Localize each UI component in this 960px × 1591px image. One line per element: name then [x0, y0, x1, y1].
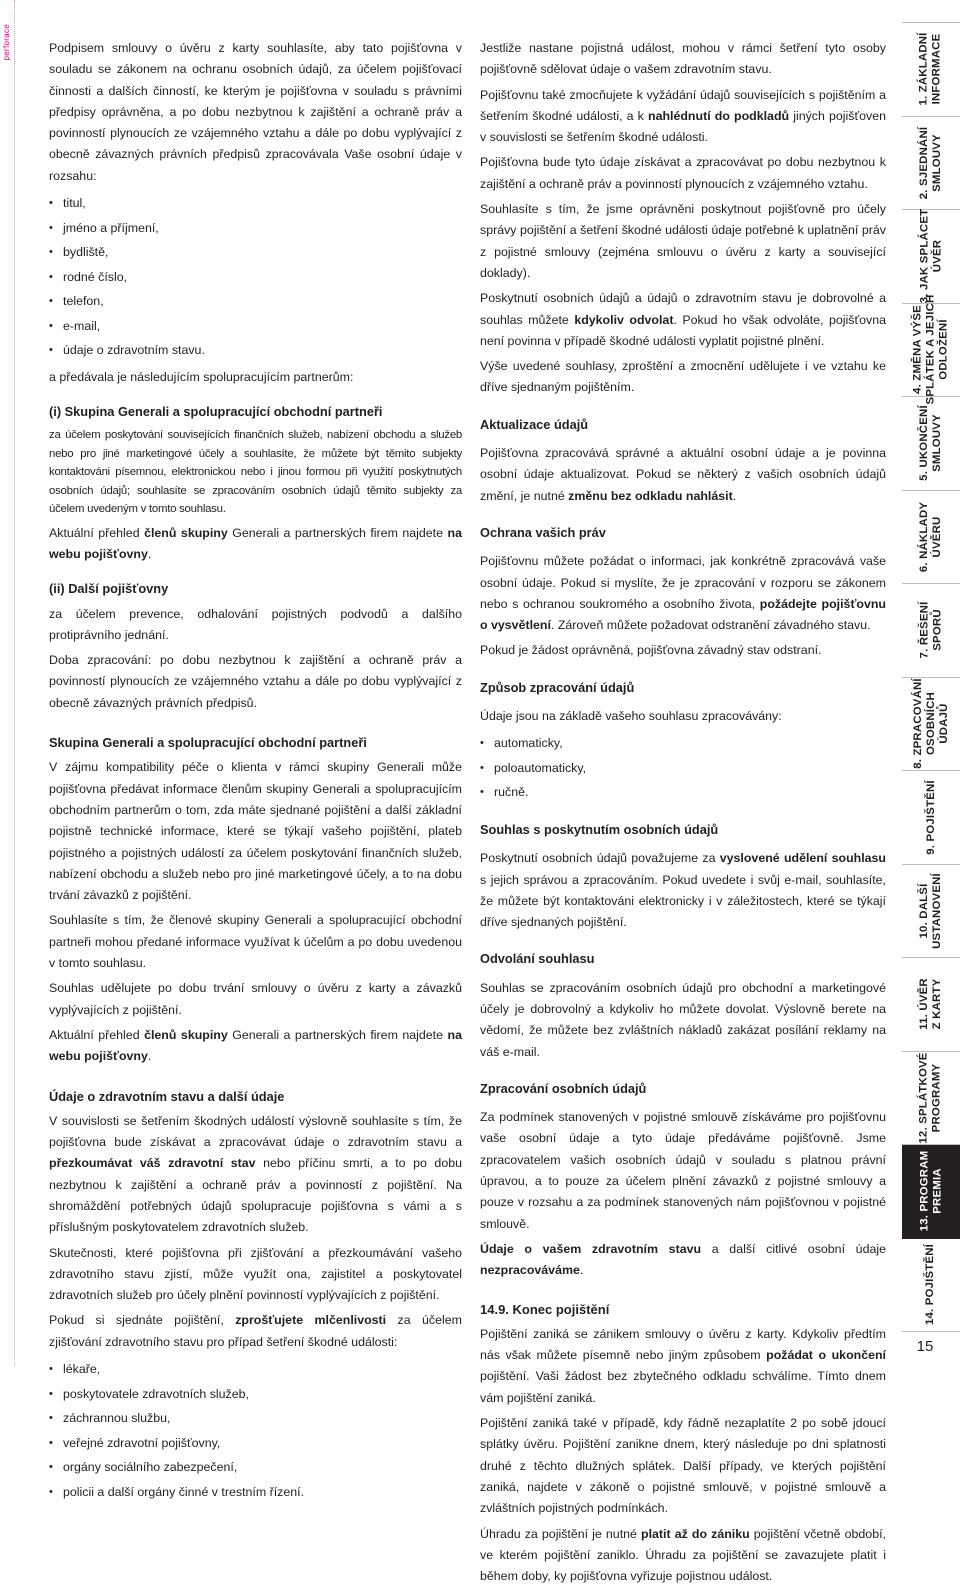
end-paragraph-3: Úhradu za pojištění je nutné platit až do zániku pojištění včetně období, ve kterém pojištění zaniklo. Úhradu za pojištění se zavazujete platit i během doby, ky pojišťovna vyřizuje pojistnou událost. [480, 1526, 886, 1584]
tab-card-credit[interactable] [902, 958, 960, 1052]
right-paragraph-3: Pojišťovna bude tyto údaje získávat a zpracovávat po dobu nezbytnou k zajištění a ochraně práv a povinností plynoucích z vzájemného vztahu. [480, 155, 886, 191]
tab-installment-programs[interactable] [902, 1052, 960, 1146]
left-column [49, 38, 462, 1508]
tab-installment-change[interactable] [902, 294, 960, 405]
list-item: • poskytovatele zdravotních služeb, [49, 1382, 462, 1407]
tab-label: 2. SJEDNÁNÍ SMLOUVY [918, 126, 943, 199]
right-paragraph-1: Jestliže nastane pojistná událost, mohou v rámci šetření tyto osoby pojišťovně sdělovat údaje o vašem zdravotním stavu. [480, 41, 886, 77]
method-heading: Způsob zpracování údajů [480, 679, 635, 695]
consent-heading: Souhlas s poskytnutím osobních údajů [480, 821, 719, 837]
right-column [480, 38, 886, 1591]
tab-basic-info[interactable] [902, 22, 960, 117]
tab-label: 14. POJIŠTĚNÍ [924, 1244, 937, 1326]
list-item: • titul, [49, 191, 462, 216]
tab-contract-conclusion[interactable] [902, 117, 960, 211]
health-paragraph-3: Pokud si sjednáte pojištění, zprošťujete mlčenlivosti za účelem zjišťování zdravotního stavu pro případ šetření škodné události: [49, 1313, 462, 1349]
section-14-9-heading: 14.9. Konec pojištění [480, 1301, 610, 1317]
tab-label: 3. JAK SPLÁCET ÚVĚR [918, 208, 944, 304]
list-item: • záchrannou službu, [49, 1406, 462, 1431]
scope-list [49, 191, 462, 363]
tab-insurance-9[interactable] [902, 771, 960, 865]
list-item: • rodné číslo, [49, 265, 462, 290]
tab-disputes[interactable] [902, 584, 960, 678]
list-item: • orgány sociálního zabezpečení, [49, 1455, 462, 1480]
group-paragraph: V zájmu kompatibility péče o klienta v rámci skupiny Generali může pojišťovna předávat informace členům skupiny Generali a spolupracujícím obchodním partnerům o tom, zda máte sjednané pojištění a další základní pojistně technické informace, které se týkají vašeho pojištění, plateb pojistného a pojistných událostí za účelem poskytování finančních služeb, nabízení obchodu a služeb nebo pro jiné marketingové účely, a to na dobu trvání závazků z pojištění. [49, 760, 462, 903]
list-item: • e-mail, [49, 314, 462, 339]
tab-label: 1. ZÁKLADNÍ INFORMACE [918, 32, 944, 106]
tab-label: 9. POJIŠTĚNÍ [924, 779, 937, 855]
processing-paragraph: Za podmínek stanovených v pojistné smlouvě získáváme pro pojišťovnu vaše osobní údaje a tyto údaje předáváme pojišťovně. Jsme zpracovatelem vašich osobních údajů v souladu s platnou právní úpravou, a to pouze za účelem plnění závazků z pojistné smlouvy a pouze v rozsahu a za podmínek stanovených nám pojišťovnou v pojistné smlouvě. [480, 1110, 886, 1231]
health-paragraph-1: V souvislosti se šetřením škodných událostí výslovně souhlasíte s tím, že pojišťovna bude získávat a zpracovávat údaje o zdravotním stavu a přezkoumávat váš zdravotní stav nebo příčinu smrti, a to po dobu nezbytnou k zajištění a ochraně práv a povinností z pojištění. Na shromáždění potřebných údajů spolupracuje pojišťovna s vámi a s příslušným poskytovatelem zdravotních služeb. [49, 1113, 462, 1235]
list-item: • lékaře, [49, 1357, 462, 1382]
partner1-paragraph: za účelem poskytování souvisejících finančních služeb, nabízení obchodu a služeb nebo pro jiné marketingové účely a souhlasíte, že můžete být těmito subjekty kontaktováni písemnou, elektronickou nebo i jinou formou při využití poskytnutých osobních údajů; souhlasíte se zpracováním osobních údajů těmito subjekty za účelem uvedeným v tomto souhlasu. [49, 429, 462, 516]
chapter-sidebar [902, 22, 960, 1332]
end-paragraph-2: Pojištění zaniká také v případě, kdy řádně nezaplatíte 2 po sobě jdoucí splátky úvěru. Pojištění zanikne dnem, který následuje po dni splatnosti druhé z těchto dlužných splátek. Další případy, ve kterých pojištění zaniká, najdete v zákoně o pojistné smlouvě, v pojistné smlouvě a zvláštních pojistných podmínkách. [480, 1416, 886, 1516]
group-duration-paragraph: Souhlas udělujete po dobu trvání smlouvy o úvěru z karty a závazků vyplývajících z pojištění. [49, 981, 462, 1017]
processing-heading: Zpracování osobních údajů [480, 1080, 647, 1096]
tab-repayment[interactable] [902, 210, 960, 304]
right-paragraph-5: Poskytnutí osobních údajů a údajů o zdravotním stavu je dobrovolné a souhlas můžete kdykoliv odvolat. Pokud ho však odvoláte, pojišťovna není povinna v případě škodné události vyplatit pojistné plnění. [480, 291, 886, 348]
processing-note: Údaje o vašem zdravotním stavu a další citlivé osobní údaje nezpracováváme. [480, 1241, 887, 1278]
health-paragraph-2: Skutečnosti, které pojišťovna při zjišťování a přezkoumávání vašeho zdravotního stavu zjistí, může využít ona, zajistitel a poskytovatel zdravotních služeb pro účely plnění povinností vyplývajících z pojištění. [49, 1245, 462, 1303]
update-paragraph: Pojišťovna zpracovává správné a aktuální osobní údaje a je povinna osobní údaje aktualizovat. Pokud se některý z vašich osobních údajů změní, je nutné změnu bez odkladu nahlásit. [480, 446, 886, 503]
perforation-line [14, 0, 15, 1366]
page-number: 15 [916, 1338, 934, 1355]
list-item: • poloautomaticky, [480, 756, 886, 780]
partner2-heading: (ii) Další pojišťovny [49, 581, 169, 597]
tab-label: 8. ZPRACOVÁNÍ OSOBNÍCH ÚDAJŮ [911, 678, 950, 770]
perforation-label: perforace [2, 24, 11, 61]
right-paragraph-4: Souhlasíte s tím, že jsme oprávněni poskytnout pojišťovně pro účely správy pojištění a šetření škodné události údaje potřebné k uplatnění práv z pojistné smlouvy (zejména smlouvu o úvěru z karty a související doklady). [480, 202, 886, 280]
right-paragraph-6: Výše uvedené souhlasy, zproštění a zmocnění udělujete i ve vztahu ke dříve sjednaným pojištěním. [480, 359, 886, 395]
protect-heading: Ochrana vašich práv [480, 524, 606, 540]
tab-label: 5. UKONČENÍ SMLOUVY [918, 405, 943, 482]
list-item: • ručně. [480, 780, 886, 804]
revoke-paragraph: Souhlas se zpracováním osobních údajů pro obchodní a marketingové účely je dobrovolný a kdykoliv ho můžete dovolat. Výslovně berete na vědomí, že můžete bez zvláštních nákladů zakázat posílání reklamy na váš e-mail. [480, 980, 886, 1059]
tab-label: 12. SPLÁTKOVÉ PROGRAMY [918, 1052, 943, 1144]
update-heading: Aktualizace údajů [480, 416, 589, 432]
processing-period-paragraph: Doba zpracování: po dobu nezbytnou k zajištění a ochraně práv a povinností plynoucích ze vzájemného vztahu a dále po dobu vyplývající z obecně závazných právních předpisů. [49, 653, 462, 710]
tab-label: 13. PROGRAM PREMIA [918, 1150, 943, 1232]
list-item: • údaje o zdravotním stavu. [49, 338, 462, 363]
method-paragraph: Údaje jsou na základě vašeho souhlasu zpracovávány: [480, 709, 782, 724]
protect-paragraph-1: Pojišťovnu můžete požádat o informaci, jak konkrétně zpracovává vaše osobní údaje. Pokud si myslíte, že je zpracování v rozporu se zákonem nebo s ochranou soukromého a osobního života, požádejte pojišťovnu o vysvětlení. Zároveň můžete požadovat odstranění závadného stavu. [480, 554, 886, 633]
list-item: • automaticky, [480, 731, 886, 755]
tab-premia-program[interactable] [902, 1145, 960, 1239]
method-list [480, 731, 886, 804]
health-heading: Údaje o zdravotním stavu a další údaje [49, 1088, 285, 1104]
tab-label: 11. ÚVĚR Z KARTY [918, 978, 943, 1031]
tab-other-provisions[interactable] [902, 865, 960, 959]
tab-insurance-14[interactable] [902, 1239, 960, 1333]
tab-personal-data[interactable] [902, 678, 960, 772]
intro-paragraph: Podpisem smlouvy o úvěru z karty souhlasíte, aby tato pojišťovna v souladu se zákonem na ochranu osobních údajů, za účelem pojišťovací činnosti a dalších činností, ke kterým je pojišťovna v souladu s právními předpisy oprávněna, a po dobu nezbytnou k zajištění a ochraně práv a povinností plynoucích ze vzájemného vztahu a dále po dobu vyplývající z obecně závazných právních předpisů zpracovávala Vaše osobní údaje v rozsahu: [49, 41, 462, 183]
list-item: • jméno a příjmení, [49, 216, 462, 241]
consent-paragraph: Poskytnutí osobních údajů považujeme za vyslovené udělení souhlasu s jejich správou a zpracováním. Pokud uvedete i svůj e-mail, souhlasíte, že můžete být kontaktováni elektronicky i v záležitostech, které se týkají dříve sjednaných pojištění. [480, 851, 886, 930]
overview2-paragraph: Aktuální přehled členů skupiny Generali a partnerských firem najdete na webu pojišťovny. [49, 1027, 462, 1064]
group-heading: Skupina Generali a spolupracující obchodní partneři [49, 735, 367, 751]
list-item: • bydliště, [49, 240, 462, 265]
end-paragraph-1: Pojištění zaniká se zánikem smlouvy o úvěru z karty. Kdykoliv předtím nás však můžete písemně nebo jiným způsobem požádat o ukončení pojištění. Vaši žádost bez zbytečného odkladu schválíme. Tímto dnem vám pojištění zaniká. [480, 1326, 886, 1405]
list-item: • policii a další orgány činné v trestním řízení. [49, 1480, 462, 1505]
tab-contract-termination[interactable] [902, 397, 960, 491]
release-list [49, 1357, 462, 1504]
protect-paragraph-2: Pokud je žádost oprávněná, pojišťovna závadný stav odstraní. [480, 643, 822, 658]
tab-label: 6. NÁKLADY ÚVĚRU [918, 501, 944, 572]
partner2-paragraph: za účelem prevence, odhalování pojistných podvodů a dalšího protiprávního jednání. [49, 606, 462, 642]
right-paragraph-2: Pojišťovnu také zmocňujete k vyžádání údajů souvisejících s pojištěním a šetřením škodné události, a k nahlédnutí do podkladů jiných pojišťoven v souvislosti se šetřením škodné události. [480, 87, 887, 145]
tab-label: 7. ŘEŠENÍ SPORŮ [918, 601, 943, 659]
revoke-heading: Odvolání souhlasu [480, 951, 595, 967]
partner1-heading: (i) Skupina Generali a spolupracující obchodní partneři [49, 403, 383, 419]
tab-label: 10. DALŠÍ USTANOVENÍ [918, 872, 943, 949]
overview1-paragraph: Aktuální přehled členů skupiny Generali a partnerských firem najdete na webu pojišťovny. [49, 525, 462, 561]
tab-credit-costs[interactable] [902, 491, 960, 585]
list-item: • veřejné zdravotní pojišťovny, [49, 1431, 462, 1456]
tab-label: 4. ZMĚNA VÝŠE SPLÁTEK A JEJICH ODLOŽENÍ [911, 294, 950, 405]
transfer-paragraph: a předávala je následujícím spolupracujícím partnerům: [49, 369, 354, 384]
group-consent-paragraph: Souhlasíte s tím, že členové skupiny Generali a spolupracující obchodní partneři mohou předané informace využívat k účelům a po dobu uvedenou v tomto souhlasu. [49, 913, 462, 971]
list-item: • telefon, [49, 289, 462, 314]
